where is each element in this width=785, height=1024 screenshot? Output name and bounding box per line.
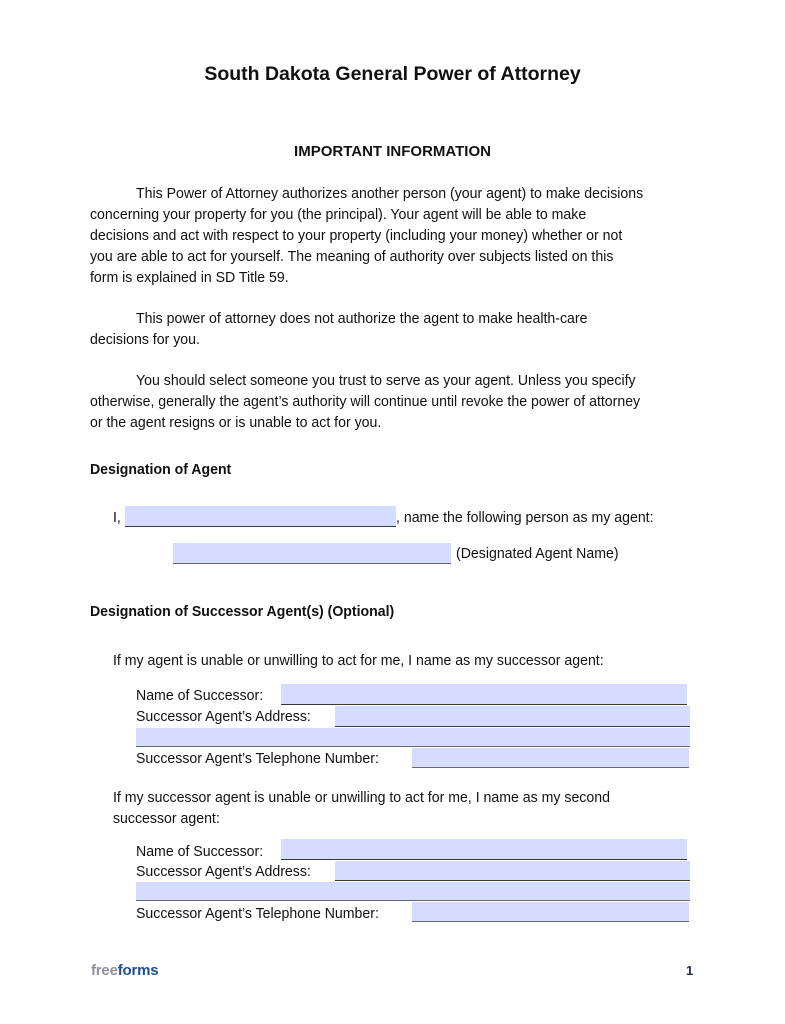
paragraph-line: or the agent resigns or is unable to act for you. xyxy=(90,414,382,431)
page-number: 1 xyxy=(686,963,694,978)
principal-name-field[interactable] xyxy=(125,506,396,527)
first-successor-telephone-field[interactable] xyxy=(412,748,689,768)
agent-selection-paragraph xyxy=(90,370,682,433)
agent-sentence-suffix: , name the following person as my agent: xyxy=(396,509,654,526)
second-successor-name-label: Name of Successor: xyxy=(136,843,264,860)
paragraph-line: decisions and act with respect to your property (including your money) whether or not xyxy=(90,227,623,244)
first-successor-intro: If my agent is unable or unwilling to act for me, I name as my successor agent: xyxy=(113,652,604,669)
intro-paragraph xyxy=(90,183,681,288)
designated-agent-name-field[interactable] xyxy=(173,543,451,564)
first-successor-address-field[interactable] xyxy=(335,706,690,727)
paragraph-line: This Power of Attorney authorizes another person (your agent) to make decisions xyxy=(136,185,644,202)
paragraph-line: concerning your property for you (the principal). Your agent will be able to make xyxy=(90,206,587,223)
second-successor-address-line2-field[interactable] xyxy=(136,882,690,901)
logo-free-text: free xyxy=(91,962,118,979)
logo-forms-text: forms xyxy=(117,962,159,979)
paragraph-line: decisions for you. xyxy=(90,331,200,348)
paragraph-line: otherwise, generally the agent’s authority will continue until revoke the power of attorney xyxy=(90,393,641,410)
second-successor-telephone-field[interactable] xyxy=(412,902,689,922)
first-successor-telephone-label: Successor Agent’s Telephone Number: xyxy=(136,750,379,767)
first-successor-address-label: Successor Agent’s Address: xyxy=(136,708,311,725)
paragraph-line: you are able to act for yourself. The meaning of authority over subjects listed on this xyxy=(90,248,614,265)
first-successor-name-field[interactable] xyxy=(281,684,687,705)
designation-of-agent-heading: Designation of Agent xyxy=(90,461,232,478)
first-successor-address-line2-field[interactable] xyxy=(136,728,690,747)
health-care-paragraph xyxy=(90,308,621,350)
important-information-heading: IMPORTANT INFORMATION xyxy=(294,143,491,160)
document-title: South Dakota General Power of Attorney xyxy=(204,63,581,85)
paragraph-line: This power of attorney does not authorize the agent to make health-care xyxy=(136,310,588,327)
second-successor-address-label: Successor Agent’s Address: xyxy=(136,863,311,880)
paragraph-line: form is explained in SD Title 59. xyxy=(90,269,289,286)
first-successor-name-label: Name of Successor: xyxy=(136,687,264,704)
second-successor-intro: If my successor agent is unable or unwilling to act for me, I name as my second successor agent: xyxy=(113,789,610,827)
principal-prefix: I, xyxy=(113,509,121,526)
second-successor-name-field[interactable] xyxy=(281,839,687,860)
successor-agents-heading: Designation of Successor Agent(s) (Optional) xyxy=(90,603,395,620)
freeforms-logo xyxy=(91,962,158,979)
second-successor-telephone-label: Successor Agent’s Telephone Number: xyxy=(136,905,379,922)
second-successor-address-field[interactable] xyxy=(335,861,690,881)
designated-agent-caption: (Designated Agent Name) xyxy=(456,545,619,562)
paragraph-line: You should select someone you trust to serve as your agent. Unless you specify xyxy=(136,372,636,389)
